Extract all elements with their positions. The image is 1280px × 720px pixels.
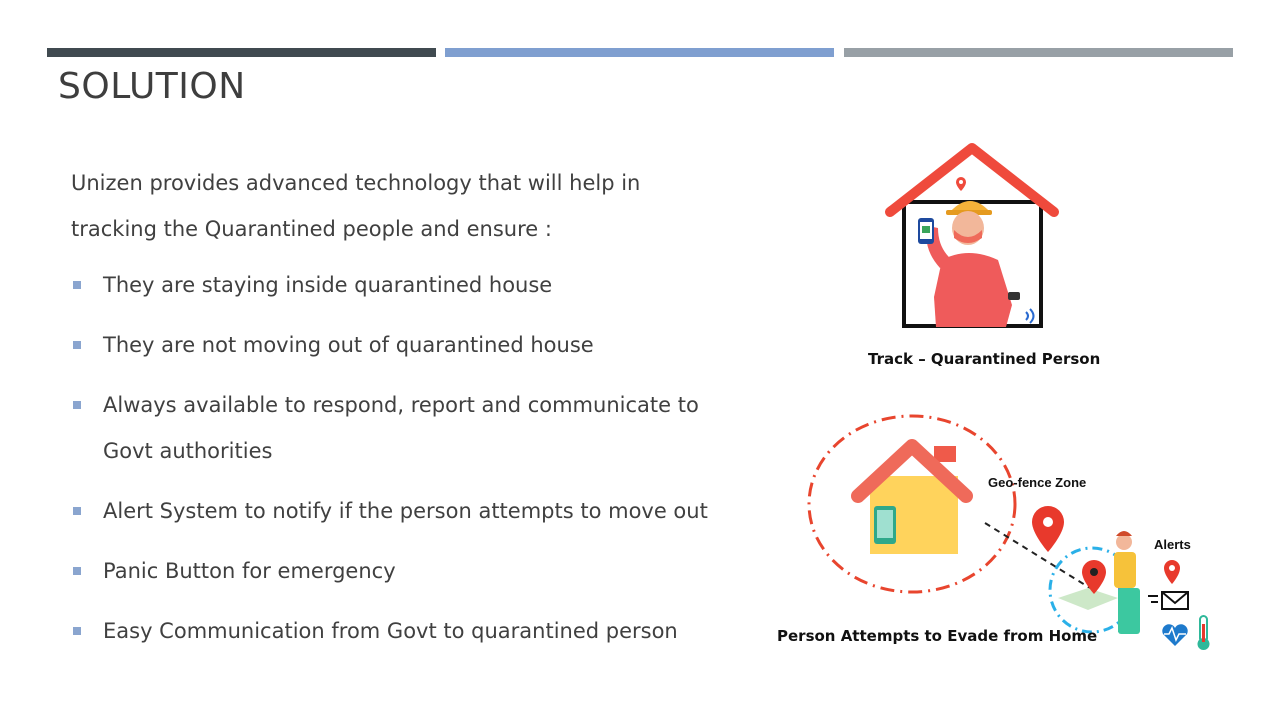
thermometer-icon <box>1198 616 1210 650</box>
location-pin-icon <box>1032 506 1064 552</box>
heart-rate-icon <box>1162 624 1187 646</box>
alerts-label: Alerts <box>1154 537 1191 552</box>
track-caption: Track – Quarantined Person <box>868 350 1101 368</box>
bullet-marker <box>73 507 81 515</box>
header-bar-gray <box>844 48 1233 57</box>
bullet-marker <box>73 627 81 635</box>
bullet-item: Panic Button for emergency <box>71 548 751 594</box>
traveler-icon <box>1114 531 1140 634</box>
bullet-item: Easy Communication from Govt to quarantined person <box>71 608 751 654</box>
mail-icon <box>1148 592 1188 609</box>
bullet-item: Always available to respond, report and communicate to Govt authorities <box>71 382 751 474</box>
header-bar-dark <box>47 48 436 57</box>
evade-caption: Person Attempts to Evade from Home <box>777 627 1098 645</box>
location-pin-icon <box>956 177 966 191</box>
bullet-item: They are staying inside quarantined house <box>71 262 751 308</box>
bullet-list <box>71 262 751 668</box>
bullet-marker <box>73 567 81 575</box>
intro-text: Unizen provides advanced technology that will help in tracking the Quarantined people and ensure : <box>71 171 641 241</box>
bullet-marker <box>73 401 81 409</box>
smartphone-icon <box>918 218 934 244</box>
bullet-item: Alert System to notify if the person attempts to move out <box>71 488 751 534</box>
bullet-marker <box>73 341 81 349</box>
bullet-item: They are not moving out of quarantined house <box>71 322 751 368</box>
slide-title: SOLUTION <box>58 66 246 107</box>
bullet-marker <box>73 281 81 289</box>
quarantined-person-illustration <box>880 140 1065 335</box>
geofence-illustration <box>800 410 1220 650</box>
header-bar-blue <box>445 48 834 57</box>
alert-pin-icon <box>1164 560 1180 584</box>
geofence-zone-label: Geo-fence Zone <box>988 475 1087 490</box>
home-icon <box>858 446 966 554</box>
